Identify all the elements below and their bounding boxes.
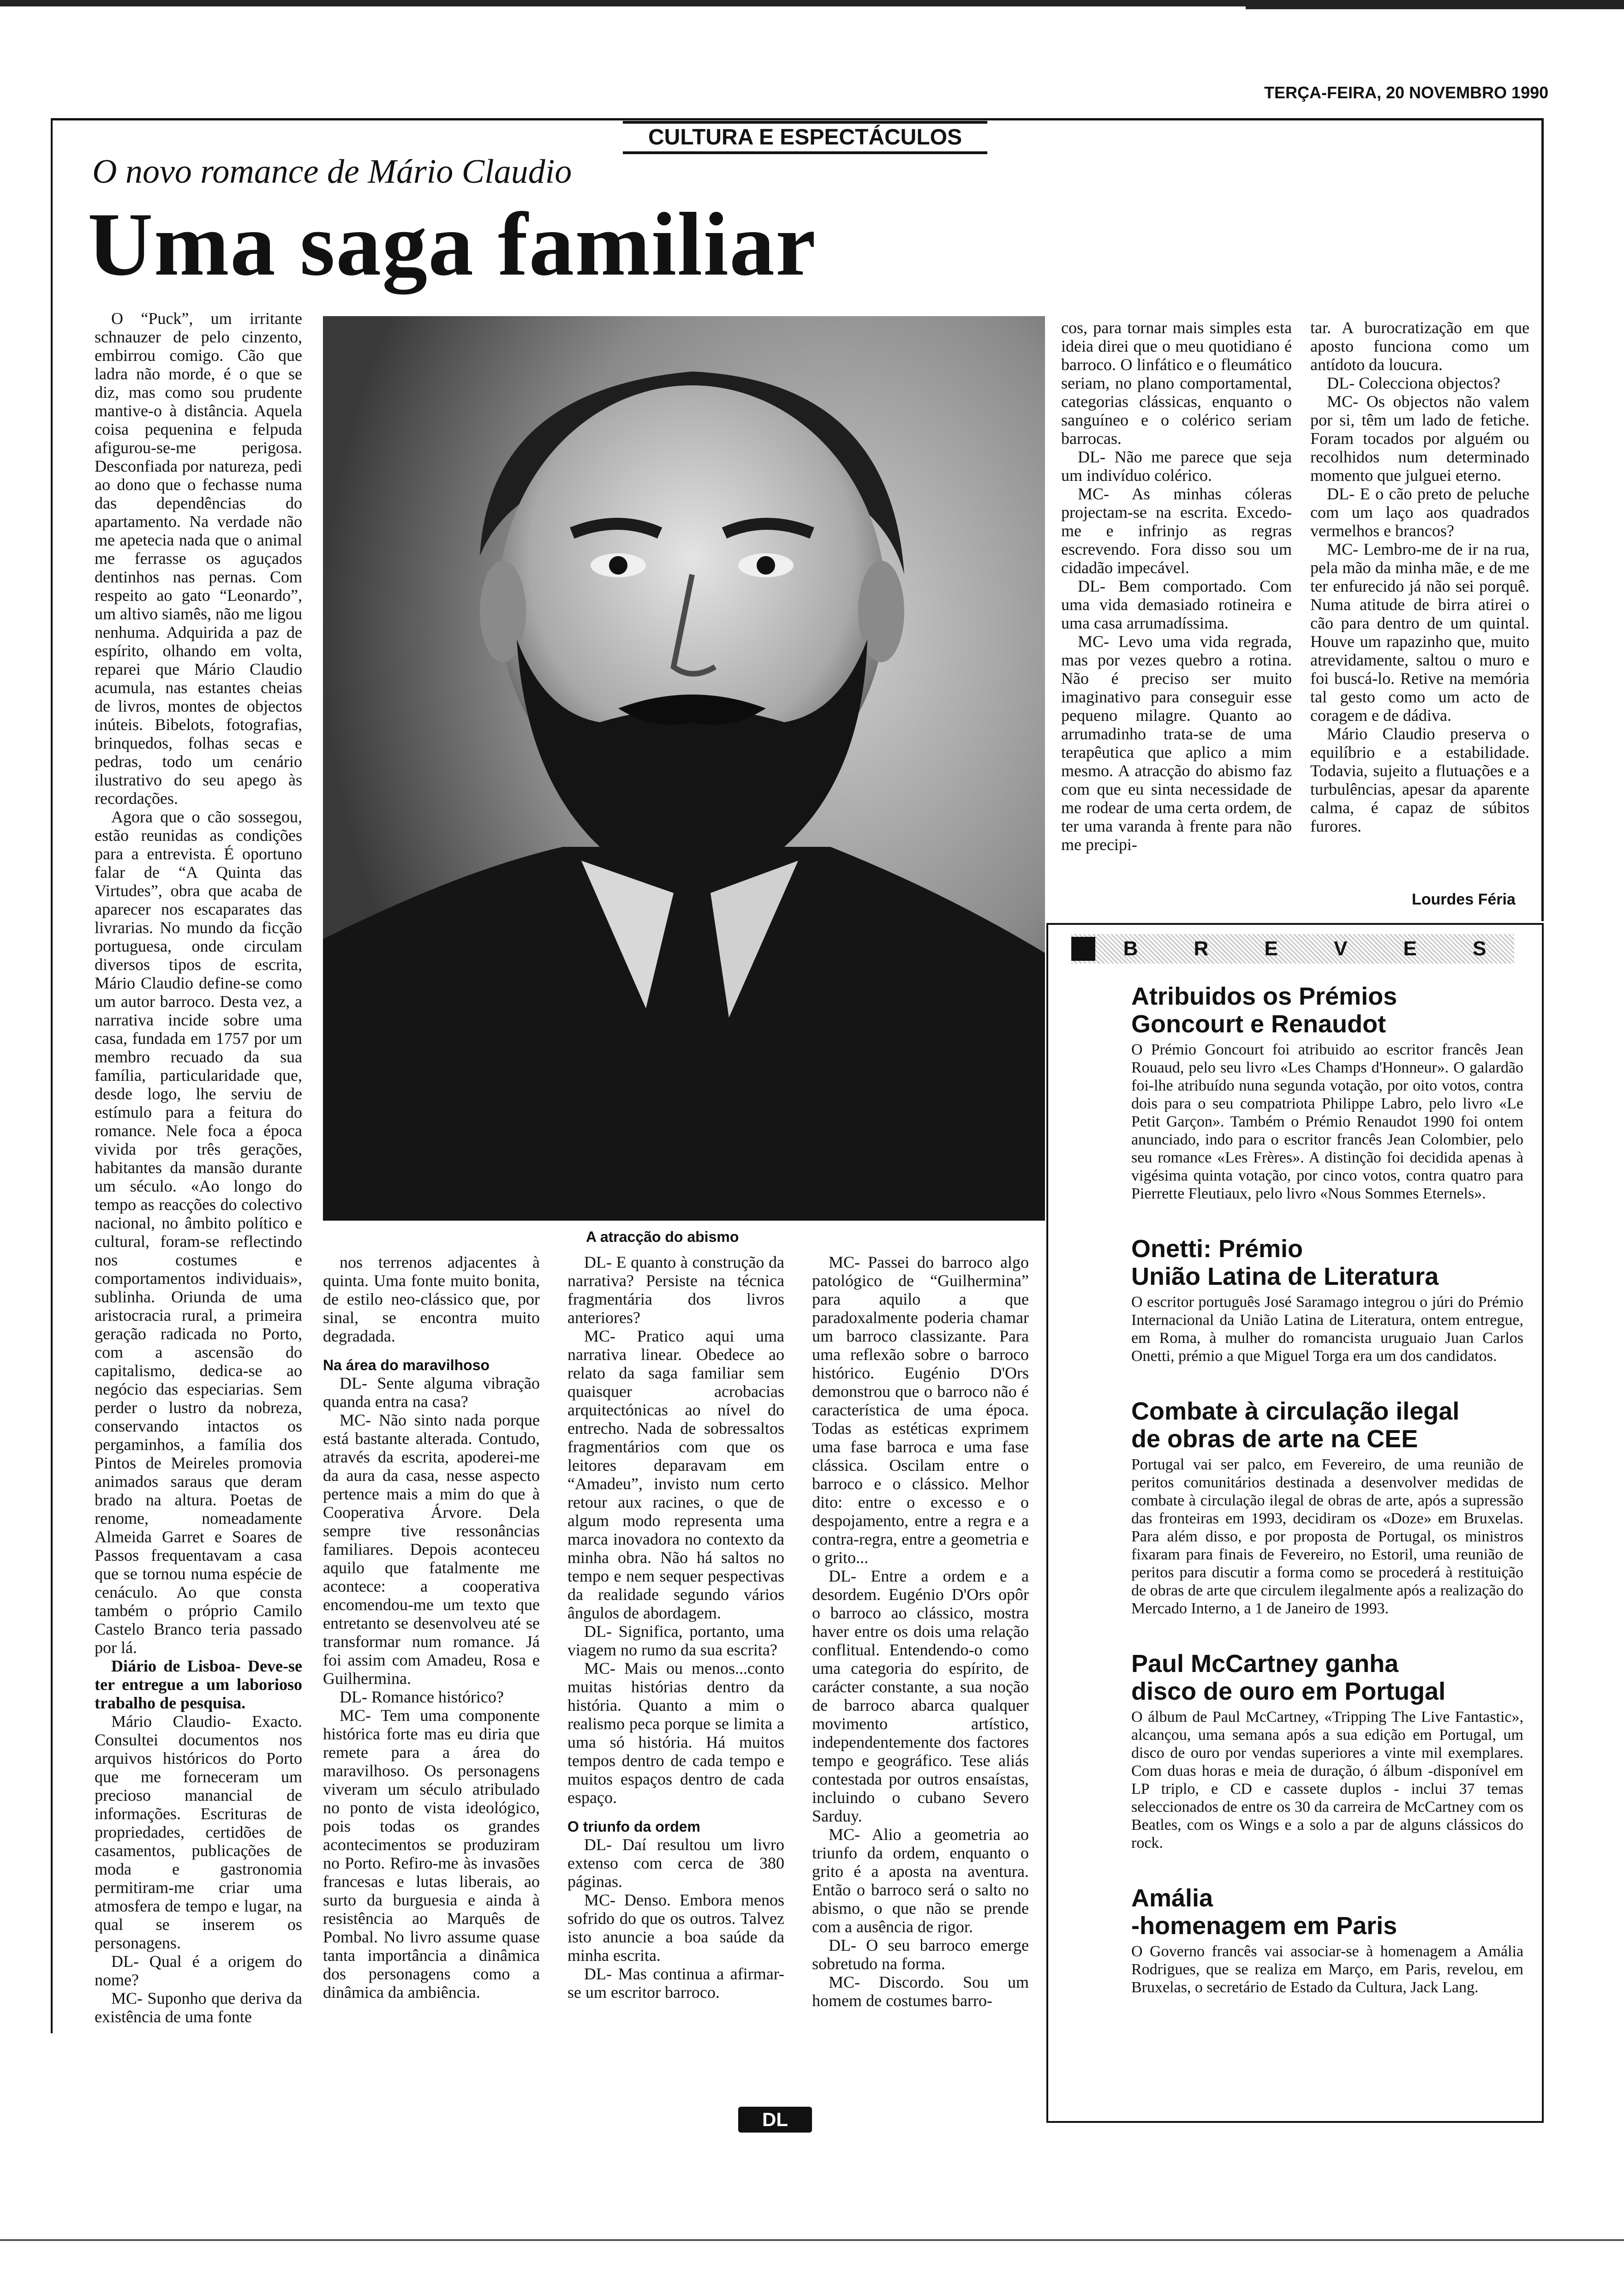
breve-title: -homenagem em Paris — [1131, 1912, 1397, 1940]
photo-caption: A atracção do abismo — [586, 1228, 739, 1245]
col3-paragraph: MC- Denso. Embora menos sofrido do que os outros. Talvez isto anuncie a boa saúde da minha escrita. — [567, 1891, 784, 1965]
col2-paragraph: DL- Sente alguma vibração quanda entra na casa? — [323, 1374, 540, 1411]
col3-paragraph: DL- Daí resultou um livro extenso com cerca de 380 páginas. — [567, 1835, 784, 1891]
breve-title: Onetti: Prémio — [1131, 1235, 1303, 1263]
frame-top — [51, 118, 1544, 120]
breve-text: O Governo francês vai associar-se à homenagem a Amália Rodrigues, que se realiza em Março, em Paris, revelou, em Bruxelas, o secretário de Estado da Cultura, Jack Lang. — [1131, 1943, 1523, 1996]
breve-title: Combate à circulação ilegal — [1131, 1397, 1460, 1425]
col1-paragraph: DL- Qual é a origem do nome? — [95, 1952, 302, 1989]
col4-paragraph: MC- Alio a geometria ao triunfo da ordem, enquanto o grito é a aposta na aventura. Então o barroco será o salto no abismo, o que não se prende com a ausência de rigor. — [812, 1825, 1029, 1936]
top-rule — [0, 0, 1624, 6]
col2-paragraph: MC- Tem uma componente histórica forte mas eu diria que remete para a área do maravilhoso. Os personagens viveram um século atribulado no ponto de vista ideológico, pois todas os grandes acontecimentos se produziram no Porto. Refiro-me às invasões francesas e lutas liberais, ao surto da burguesia e ainda à resistência ao Marquês de Pombal. No livro assume quase tanta importância a dinâmica dos personagens como a dinâmica da ambiência. — [323, 1706, 540, 2001]
breve-item — [1131, 1397, 1523, 1618]
subheading-triunfo: O triunfo da ordem — [567, 1818, 700, 1835]
breves-letter: R — [1194, 937, 1209, 960]
col3-paragraph: DL- E quanto à construção da narrativa? Persiste na técnica fragmentária dos livros anteriores? — [567, 1253, 784, 1327]
article-column-5 — [1061, 318, 1292, 918]
breves-list — [1131, 983, 1523, 2029]
col5-paragraph: DL- Bem comportado. Com uma vida demasiado rotineira e uma casa arrumadíssima. — [1061, 577, 1292, 632]
col4-paragraph: MC- Passei do barroco algo patológico de “Guilhermina” para aquilo a que paradoxalmente poderia chamar um barroco classizante. Para uma reflexão sobre o barroco histórico. Eugénio D'Ors demonstrou que o barroco não é característica de uma época. Todas as estéticas exprimem uma fase barroca e uma fase clássica. Oscilam entre o barroco e o clássico. Melhor dito: entre o excesso e o despojamento, entre a regra e a contra-regra, entre a geometria e o grito... — [812, 1253, 1029, 1567]
breves-letter: E — [1264, 937, 1278, 960]
article-column-1 — [95, 309, 302, 2035]
article-title: Uma saga familiar — [88, 194, 817, 294]
col3-paragraph: MC- Mais ou menos...conto muitas histórias dentro da história. Quanto a mim o realismo peca porque se limita a uma só história. Há muitos tempos dentro de cada tempo e muitos espaços dentro de cada espaço. — [567, 1659, 784, 1807]
section-label: CULTURA E ESPECTÁCULOS — [648, 125, 962, 150]
col2-paragraph: nos terrenos adjacentes à quinta. Uma fonte muito bonita, de estilo neo-clássico que, por sinal, se encontra muito degradada. — [323, 1253, 540, 1345]
bottom-rule — [0, 2239, 1624, 2241]
author-photo — [323, 316, 1045, 1221]
frame-left — [51, 118, 53, 2033]
article-column-6 — [1310, 318, 1529, 886]
col2-paragraph: DL- Romance histórico? — [340, 1688, 504, 1706]
breves-header — [1071, 934, 1514, 964]
subheading-maravilhoso: Na área do maravilhoso — [323, 1357, 490, 1373]
section-header — [623, 121, 987, 154]
article-column-4 — [812, 1253, 1029, 2037]
col6-paragraph: Mário Claudio preserva o equilíbrio e a estabilidade. Todavia, sujeito a flutuações e a turbulências, apesar da aparente calma, é capaz de súbitos furores. — [1310, 725, 1529, 835]
breve-title: Amália — [1131, 1884, 1213, 1912]
breve-text: O Prémio Goncourt foi atribuido ao escritor francês Jean Rouaud, pelo seu livro «Les Champs d'Honneur». O galardão foi-lhe atribuído nuna segunda votação, por oito votos, contra dois para o seu compatriota Philippe Labro, pelo livro «Le Petit Garçon». Também o Prémio Renaudot 1990 foi ontem anunciado, indo para o escritor francês Jean Colombier, pelo seu romance «Les Frères». A distinção foi decidida apenas à vigésima quinta votação, por cinco votos, contra quatro para Pierrette Fleutiaux, pelo livro «Nous Sommes Eternels». — [1131, 1041, 1523, 1202]
footer-logo — [738, 2107, 812, 2133]
col5-paragraph: DL- Não me parece que seja um indivíduo colérico. — [1061, 448, 1292, 485]
breve-item — [1131, 1884, 1523, 1996]
breve-title: disco de ouro em Portugal — [1131, 1678, 1446, 1705]
breves-box — [1046, 923, 1544, 2123]
footer-logo-text: DL — [762, 2109, 788, 2130]
col2-paragraph: MC- Não sinto nada porque está bastante alterada. Contudo, através da escrita, apoderei-me da aura da casa, nesse aspecto pertence mais a mim do que à Cooperativa Árvore. Dela sempre tive ressonâncias familiares. Depois aconteceu aquilo que fatalmente me acontece: a cooperativa encomendou-me um texto que entretanto se desenvolveu até se transformar num romance. Já foi assim com Amadeu, Rosa e Guilhermina. — [323, 1411, 540, 1688]
breve-title: Atribuidos os Prémios — [1131, 983, 1397, 1010]
breves-square-icon — [1071, 937, 1095, 961]
breve-item — [1131, 983, 1523, 1203]
col5-paragraph: MC- Levo uma vida regrada, mas por vezes quebro a rotina. Não é preciso ser muito imaginativo para conseguir esse pequeno milagre. Quanto ao arrumadinho trata-se de uma terapêutica que aplico a mim mesmo. A atracção do abismo faz com que eu sinta necessidade de me rodear de uma certa ordem, de ter uma varanda à frente para não me precipi- — [1061, 632, 1292, 854]
col1-paragraph: Mário Claudio- Exacto. Consultei documentos nos arquivos históricos do Porto que me forneceram um precioso manancial de informações. Escrituras de propriedades, certidões de casamentos, publicações de moda e gastronomia permitiram-me criar uma atmosfera de tempo e lugar, na qual se inserem os personagens. — [95, 1712, 302, 1952]
author-portrait-illustration — [323, 316, 1045, 1221]
col3-paragraph: DL- Mas continua a afirmar-se um escritor barroco. — [567, 1965, 784, 2001]
article-column-2 — [323, 1253, 540, 2037]
col3-paragraph: MC- Pratico aqui uma narrativa linear. Obedece ao relato da saga familiar sem quaisquer acrobacias arquitectónicas ao nível do entrecho. Nada de sobressaltos fragmentários com que os leitores deparavam em “Amadeu”, invisto num certo retour aux racines, o que de algum modo representa uma marca inovadora no contexto da minha obra. Não há saltos no tempo e nem sequer pespectivas da realidade segundo vários ângulos de abordagem. — [567, 1327, 784, 1622]
col1-paragraph: O “Puck”, um irritante schnauzer de pelo cinzento, embirrou comigo. Cão que ladra não morde, é o que se diz, mas como sou prudente mantive-o à distância. Aquela coisa pequenina e felpuda afigurou-se-me perigosa. Desconfiada por natureza, pedi ao dono que o fechasse numa das dependências do apartamento. Na verdade não me apetecia nada que o animal me ferrasse os aguçados dentinhos nas pernas. Com respeito ao gato “Leonardo”, um altivo siamês, não me ligou nenhuma. Adquirida a paz de espírito, olhando em volta, reparei que Mário Claudio acumula, nas estantes cheias de livros, montes de objectos inúteis. Bibelots, fotografias, brinquedos, folhas secas e pedras, todo um cenário ilustrativo do seu apego às recordações. — [95, 309, 302, 808]
page-date: TERÇA-FEIRA, 20 NOVEMBRO 1990 — [1264, 83, 1549, 102]
article-kicker: O novo romance de Mário Claudio — [92, 153, 572, 191]
col5-paragraph: cos, para tornar mais simples esta ideia direi que o meu quotidiano é barroco. O linfático e o fleumático seriam, no plano comportamental, categorias clássicas, enquanto o sanguíneo e o colérico seriam barrocas. — [1061, 318, 1292, 448]
breves-letter: B — [1123, 937, 1138, 960]
breve-title: União Latina de Literatura — [1131, 1263, 1439, 1290]
breves-letter: E — [1403, 937, 1417, 960]
breve-item — [1131, 1235, 1523, 1365]
col1-paragraph: Agora que o cão sossegou, estão reunidas as condições para a entrevista. É oportuno falar de “A Quinta das Virtudes”, obra que acaba de aparecer nos escaparates das livrarias. No mundo da ficção portuguesa, onde circulam diversos tipos de escrita, Mário Claudio define-se como um autor barroco. Desta vez, a narrativa incide sobre uma casa, fundada em 1757 por um membro recuado da sua família, particularidade que, desde logo, lhe serviu de estímulo para a feitura do romance. Nele foca a época vivida por três gerações, habitantes da mansão durante um século. «Ao longo do tempo as reacções do colectivo nacional, no âmbito político e cultural, foram-se reflectindo nos costumes e comportamentos individuais», sublinha. Oriunda de uma aristocracia rural, a primeira geração radicada no Porto, com a ascensão do capitalismo, dedica-se ao negócio das especiarias. Sem perder o lustro da nobreza, conservando intactos os pergaminhos, a família dos Pintos de Meireles promovia animados saraus que deram brado na altura. Poetas de renome, nomeadamente Almeida Garret e Soares de Passos frequentavam a casa que se tornou numa espécie de cenáculo. Ao que consta também o próprio Camilo Castelo Branco teria passado por lá. — [95, 808, 302, 1657]
col1-paragraph: Diário de Lisboa- Deve-se ter entregue a um laborioso trabalho de pesquisa. — [95, 1657, 302, 1712]
col1-paragraph: MC- Suponho que deriva da existência de uma fonte — [95, 1989, 302, 2026]
breves-letter: S — [1473, 937, 1487, 960]
breve-title: Goncourt e Renaudot — [1131, 1010, 1386, 1038]
col5-paragraph: MC- As minhas cóleras projectam-se na escrita. Excedo-me e infrinjo as regras escrevendo. Fora disso sou um cidadão impecável. — [1061, 485, 1292, 577]
breve-item — [1131, 1650, 1523, 1852]
col6-paragraph: MC- Os objectos não valem por si, têm um lado de fetiche. Foram tocados por alguém ou recolhidos num determinado momento que julguei eterno. — [1310, 392, 1529, 485]
col4-paragraph: MC- Discordo. Sou um homem de costumes barro- — [812, 1973, 1029, 2010]
breve-text: O escritor português José Saramago integrou o júri do Prémio Internacional da União Latina de Literatura, ontem entregue, em Roma, à mulher do romancista uruguaio Juan Carlos Onetti, prémio a que Miguel Torga era um dos candidatos. — [1131, 1294, 1523, 1365]
col6-paragraph: DL- E o cão preto de peluche com um laço aos quadrados vermelhos e brancos? — [1310, 485, 1529, 540]
col6-paragraph: tar. A burocratização em que aposto funciona como um antídoto da loucura. — [1310, 318, 1529, 374]
breve-text: Portugal vai ser palco, em Fevereiro, de uma reunião de peritos comunitários destinada a desenvolver medidas de combate à circulação ilegal de obras de arte, após a supressão das fronteiras em 1993, decidiram os «Doze» em Bruxelas. Para além disso, e por proposta de Portugal, os ministros fixaram para finais de Fevereiro, no Estoril, uma reunião de peritos para discutir a forma como se procederá à restituição de obras de arte que circulem ilegalmente após a realização do Mercado Interno, a 1 de Janeiro de 1993. — [1131, 1456, 1523, 1617]
col6-paragraph: MC- Lembro-me de ir na rua, pela mão da minha mãe, e de me ter enfurecido já não sei porquê. Numa atitude de birra atirei o cão para dentro de um quintal. Houve um rapazinho que, muito atrevidamente, saltou o muro e foi buscá-lo. Retive na memória tal gesto como um acto de coragem e de dádiva. — [1310, 540, 1529, 725]
col4-paragraph: DL- Entre a ordem e a desordem. Eugénio D'Ors opôr o barroco ao clássico, mostra haver entre os dois uma relação conflitual. Entendendo-o como uma categoria do espírito, de carácter constante, a sua noção de barroco abarca qualquer movimento artístico, independentemente dos factores tempo e geográfico. Tese aliás contestada por outros ensaístas, incluindo o cubano Severo Sarduy. — [812, 1567, 1029, 1825]
byline: Lourdes Féria — [1412, 891, 1516, 908]
frame-right — [1541, 118, 1544, 921]
breve-text: O álbum de Paul McCartney, «Tripping The Live Fantastic», alcançou, uma semana após a sua edição em Portugal, um disco de ouro por vendas superiores a vinte mil exemplares. Com duas horas e meia de duração, ó álbum -disponível em LP triplo, e CD e cassete duplos - inclui 37 temas seleccionados de entre os 30 da carreira de McCartney com os Beatles, com os Wings e a solo a par de alguns clássicos do rock. — [1131, 1708, 1523, 1852]
col4-paragraph: DL- O seu barroco emerge sobretudo na forma. — [812, 1936, 1029, 1973]
top-rule-right — [1246, 6, 1624, 9]
article-column-3 — [567, 1253, 784, 2037]
breve-title: Paul McCartney ganha — [1131, 1650, 1399, 1678]
breves-letter: V — [1333, 937, 1348, 960]
col6-paragraph: DL- Colecciona objectos? — [1327, 374, 1500, 392]
breve-title: de obras de arte na CEE — [1131, 1425, 1418, 1453]
col3-paragraph: DL- Significa, portanto, uma viagem no rumo da sua escrita? — [567, 1622, 784, 1659]
